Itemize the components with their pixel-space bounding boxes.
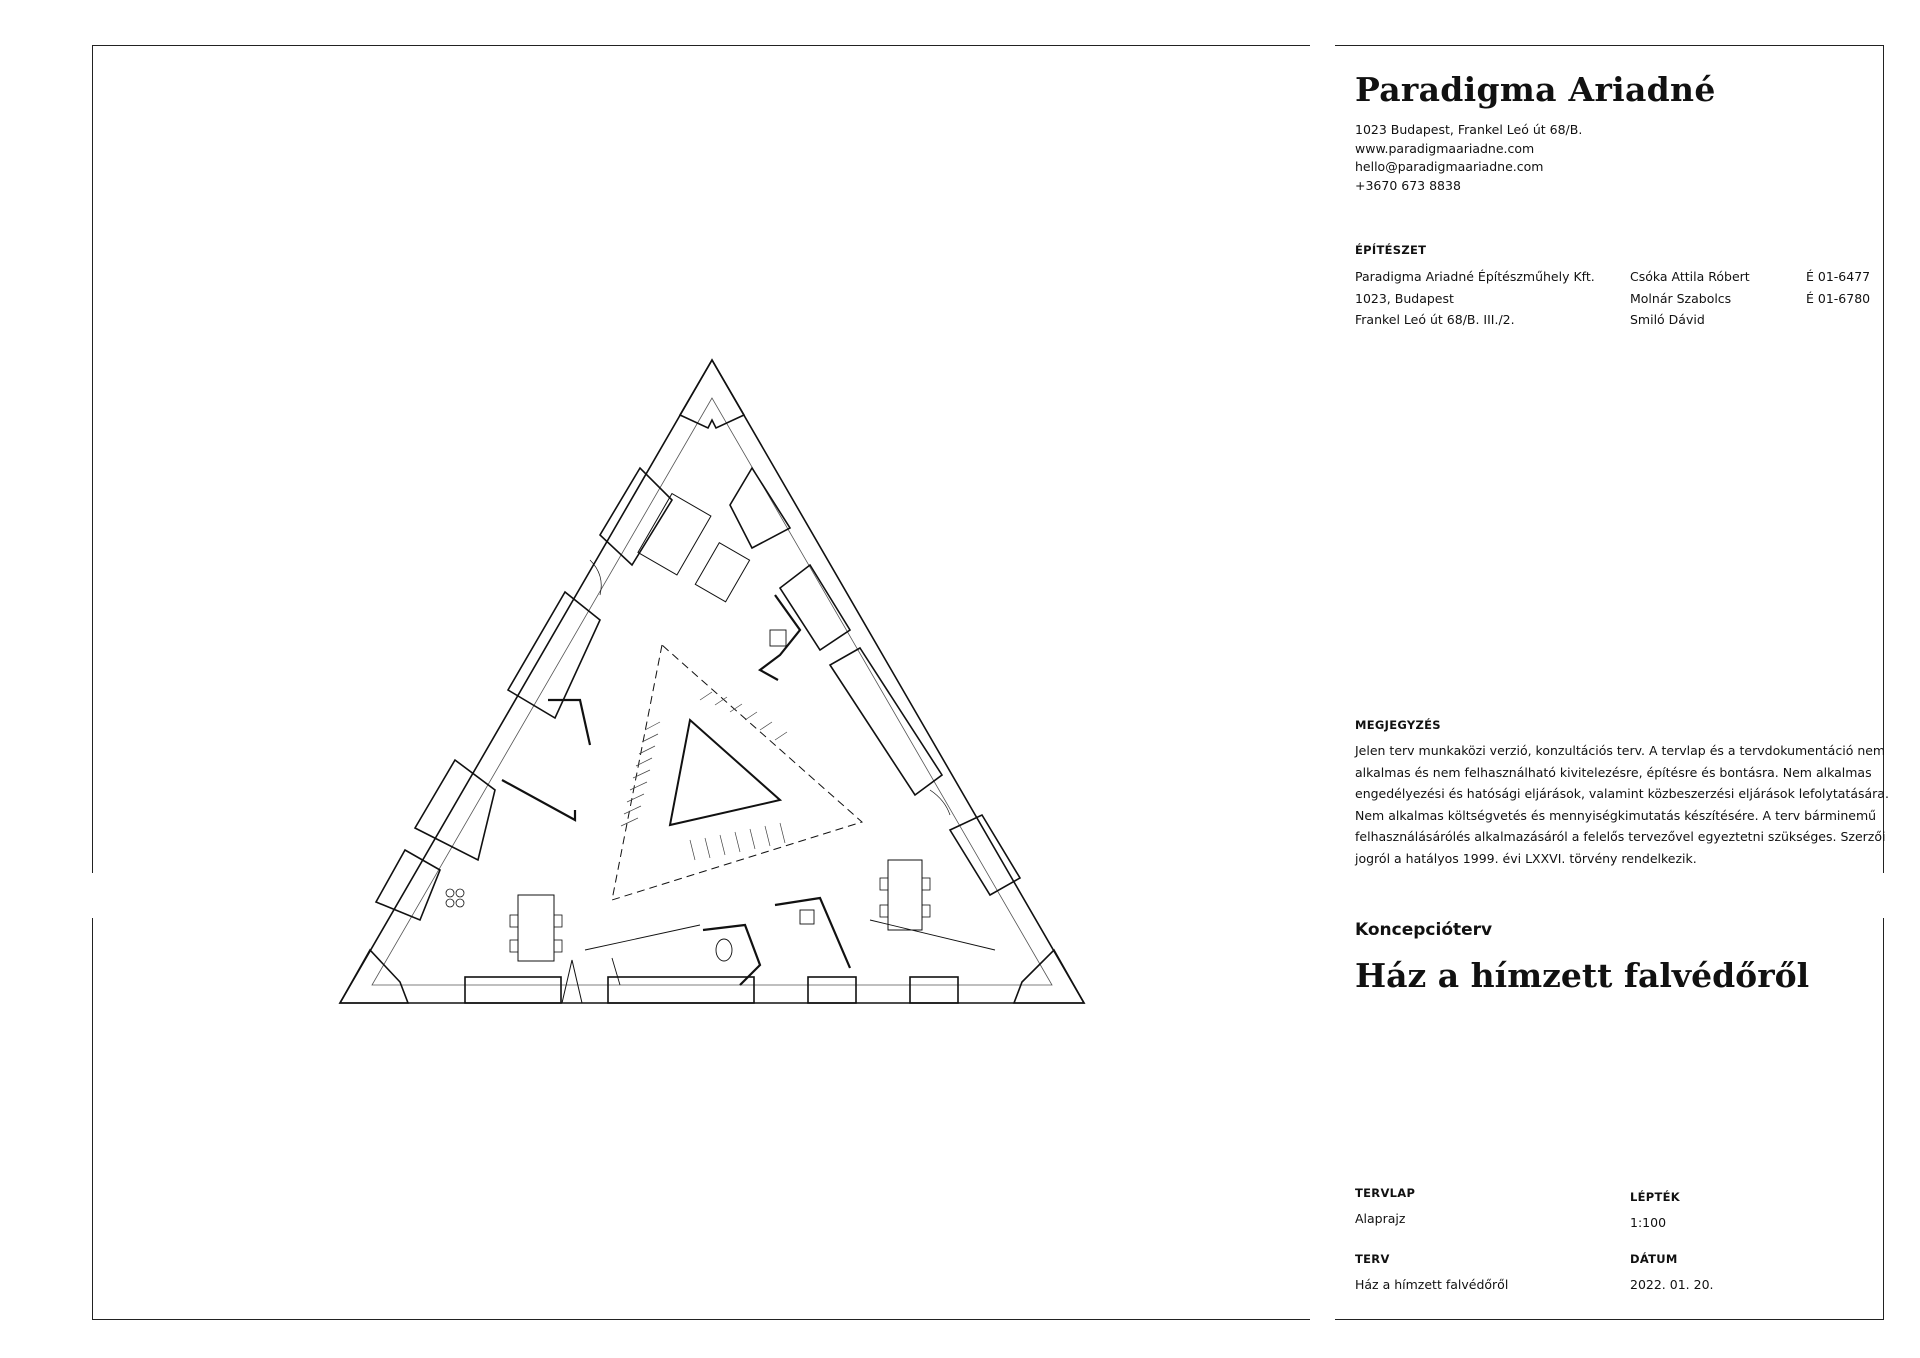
note-text: Jelen terv munkaközi verzió, konzultációs terv. A tervlap és a tervdokumentáció nem alkalmas és nem felhasználható kivitelezésre, építésre és bontásra. Nem alkalmas engedélyezési és hatósági eljárások, valamint közbeszerzési eljárások lefolytatására. Nem alkalmas költségvetés és mennyiségkimutatás készítésére. A terv bárminemű felhasználásárólés alkalmazásáról a felelős tervezővel egyeztetni szükséges. Szerzői jogról a hatályos 1999. évi LXXVI. törvény rendelkezik. [1355, 743, 1889, 866]
scale-label: LÉPTÉK [1630, 1190, 1681, 1204]
firm-contact [1355, 121, 1582, 195]
stove [456, 899, 464, 907]
firm-address: 1023 Budapest, Frankel Leó út 68/B. [1355, 122, 1583, 137]
date-label: DÁTUM [1630, 1252, 1678, 1266]
chair [510, 940, 518, 952]
toilet [716, 939, 732, 961]
stair-core [670, 720, 780, 825]
partition [502, 700, 590, 820]
terv-value: Ház a hímzett falvédőről [1355, 1277, 1509, 1292]
scale-value: 1:100 [1630, 1215, 1667, 1230]
project-kind: Koncepcióterv [1355, 920, 1493, 940]
entrance [562, 960, 582, 1003]
door [590, 560, 601, 595]
chair [554, 940, 562, 952]
sink [800, 910, 814, 924]
wall-pier [808, 977, 856, 1003]
firm-email[interactable]: hello@paradigmaariadne.com [1355, 159, 1544, 174]
chair [510, 915, 518, 927]
corner-right [1014, 950, 1084, 1003]
chair [922, 878, 930, 890]
wall-pier [465, 977, 561, 1003]
date-value: 2022. 01. 20. [1630, 1277, 1714, 1292]
stove [446, 889, 454, 897]
architecture-licenses [1806, 266, 1870, 309]
architecture-people [1630, 266, 1750, 331]
license-number: É 01-6477 [1806, 269, 1871, 284]
person-name: Molnár Szabolcs [1630, 290, 1732, 306]
table [518, 895, 554, 961]
firm-name: Paradigma Ariadné [1355, 70, 1716, 109]
tervlap-value: Alaprajz [1355, 1211, 1406, 1226]
wall-pier [608, 977, 754, 1003]
door [930, 790, 950, 815]
project-title: Ház a hímzett falvédőről [1355, 956, 1810, 995]
architecture-company [1355, 266, 1595, 331]
chair [554, 915, 562, 927]
firm-web[interactable]: www.paradigmaariadne.com [1355, 140, 1535, 156]
wall-pier [910, 977, 958, 1003]
partition [775, 898, 850, 968]
sofa [638, 494, 711, 575]
company-line: Paradigma Ariadné Építészműhely Kft. [1355, 269, 1595, 284]
dining-table [888, 860, 922, 930]
chair [880, 905, 888, 917]
terv-label: TERV [1355, 1252, 1390, 1266]
stove [456, 889, 464, 897]
sink [770, 630, 786, 646]
company-line: 1023, Budapest [1355, 290, 1454, 306]
chair [922, 905, 930, 917]
wall-pier [600, 468, 672, 565]
company-line: Frankel Leó út 68/B. III./2. [1355, 312, 1515, 327]
note-heading: MEGJEGYZÉS [1355, 718, 1441, 732]
partition [870, 920, 995, 950]
partition [760, 595, 800, 680]
corner-left [340, 950, 408, 1003]
wall-pier [780, 565, 850, 650]
firm-phone: +3670 673 8838 [1355, 177, 1461, 193]
corner-top [680, 360, 744, 428]
stove [446, 899, 454, 907]
chair [880, 878, 888, 890]
person-name: Smiló Dávid [1630, 312, 1705, 327]
architecture-heading: ÉPÍTÉSZET [1355, 243, 1427, 257]
table [695, 543, 749, 602]
license-number: É 01-6780 [1806, 290, 1871, 306]
tervlap-label: TERVLAP [1355, 1186, 1416, 1200]
wall-pier [830, 648, 942, 795]
person-name: Csóka Attila Róbert [1630, 269, 1750, 284]
stair-void [612, 645, 862, 900]
partition [585, 925, 700, 985]
wall-pier [415, 760, 495, 860]
inner-facade [372, 398, 1052, 985]
